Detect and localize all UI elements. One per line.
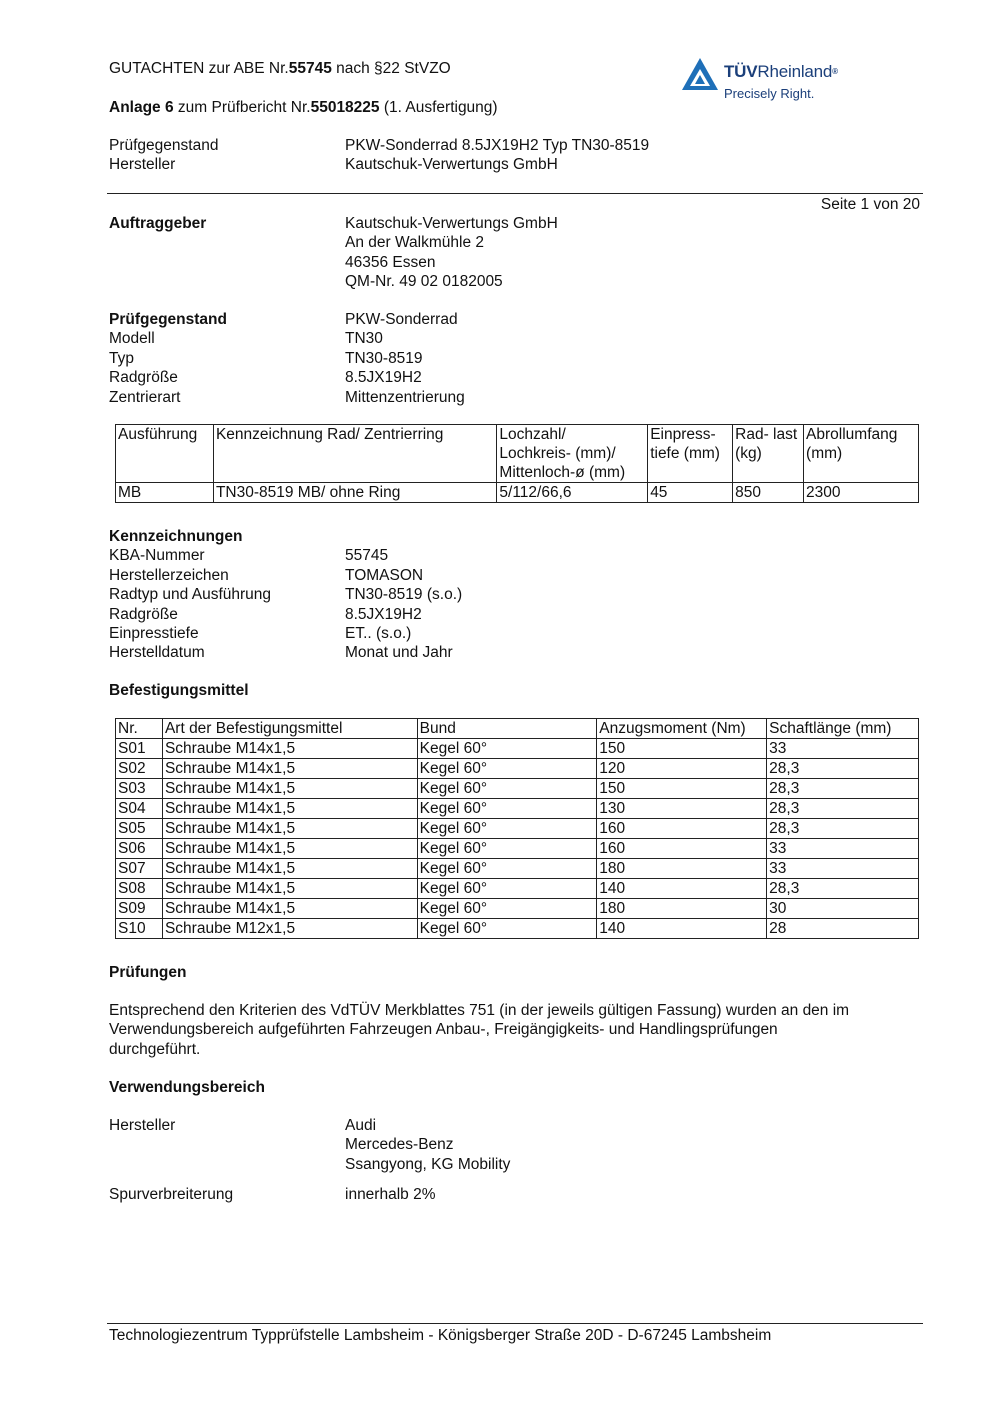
spurverbreiterung-label: Spurverbreiterung — [109, 1186, 234, 1203]
title-suffix: nach §22 StVZO — [331, 60, 451, 77]
variant-header-cell: Lochzahl/ Lochkreis- (mm)/ Mittenloch-ø (mm) — [497, 425, 648, 483]
befestigung-header-cell: Nr. — [116, 719, 163, 739]
befestigung-row — [116, 739, 919, 759]
variant-header-cell: Kennzeichnung Rad/ Zentrierring — [213, 425, 496, 483]
befestigung-cell: Kegel 60° — [417, 899, 597, 919]
befestigung-title-text: Befestigungsmittel — [109, 682, 249, 699]
variant-cell: 850 — [733, 483, 804, 503]
pruefungen-line: Verwendungsbereich aufgeführten Fahrzeugen Anbau-, Freigängigkeits- und Handlingsprüfungen — [109, 1021, 778, 1039]
befestigung-cell: 130 — [597, 799, 767, 819]
address-line: QM-Nr. 49 02 0182005 — [345, 273, 503, 291]
befestigung-cell: S09 — [116, 899, 163, 919]
befestigung-row — [116, 879, 919, 899]
kennzeichnung-key: Radtyp und Ausführung — [109, 586, 272, 604]
footer-address: Technologiezentrum Typprüfstelle Lambsheim - Königsberger Straße 20D - D-67245 Lambsheim — [109, 1327, 772, 1344]
befestigung-cell: Schraube M12x1,5 — [162, 919, 417, 939]
kennzeichnung-value: ET.. (s.o.) — [345, 625, 412, 643]
auftraggeber-label: Auftraggeber — [109, 215, 207, 232]
befestigung-cell: Schraube M14x1,5 — [162, 819, 417, 839]
anlage-label: Anlage 6 — [109, 99, 174, 116]
hersteller-list — [345, 1116, 929, 1174]
befestigung-row — [116, 899, 919, 919]
logo-brand-bold: TÜV — [724, 62, 758, 81]
befestigung-row — [116, 759, 919, 779]
befestigung-cell: 30 — [767, 899, 919, 919]
hersteller-item: Ssangyong, KG Mobility — [345, 1155, 511, 1173]
pruefgegenstand-detail-value: Mittenzentrierung — [345, 388, 465, 406]
befestigung-cell: Kegel 60° — [417, 759, 597, 779]
pruefungen-line: Entsprechend den Kriterien des VdTÜV Merkblattes 751 (in der jeweils gültigen Fassung) wurden an den im — [109, 1002, 850, 1019]
befestigung-cell: Schraube M14x1,5 — [162, 799, 417, 819]
tuv-triangle-logo-icon — [680, 56, 720, 96]
address-line: An der Walkmühle 2 — [345, 234, 484, 252]
pruefgegenstand-detail-value: TN30-8519 — [345, 349, 423, 367]
befestigung-row — [116, 799, 919, 819]
pruefgegenstand-details — [109, 329, 929, 407]
kennzeichnung-row — [109, 566, 929, 585]
hersteller-item: Audi — [345, 1117, 377, 1134]
kennzeichnung-value: 55745 — [345, 547, 389, 565]
pruefgegenstand-detail-row — [109, 329, 929, 348]
befestigung-cell: Kegel 60° — [417, 919, 597, 939]
page-number: Seite 1 von 20 — [820, 196, 920, 213]
subtitle-mid: zum Prüfbericht Nr. — [173, 99, 311, 116]
pruefungen-title-text: Prüfungen — [109, 964, 187, 981]
befestigung-cell: Schraube M14x1,5 — [162, 759, 417, 779]
subtitle-suffix: (1. Ausfertigung) — [379, 99, 498, 116]
pruefungen-title — [109, 963, 187, 982]
logo-brand-light: Rheinland — [757, 62, 833, 81]
title-prefix: GUTACHTEN zur ABE Nr. — [109, 60, 289, 77]
befestigung-cell: 28,3 — [767, 759, 919, 779]
pruefungen-line: durchgeführt. — [109, 1040, 201, 1058]
verwendungsbereich-title-text: Verwendungsbereich — [109, 1079, 265, 1096]
kennzeichnung-value: Monat und Jahr — [345, 644, 453, 662]
address-line: Kautschuk-Verwertungs GmbH — [345, 215, 558, 232]
spurverbreiterung-value: innerhalb 2% — [345, 1186, 436, 1203]
befestigung-cell: S04 — [116, 799, 163, 819]
befestigung-table — [115, 718, 919, 939]
header-info-row — [109, 155, 929, 174]
befestigung-cell: 28 — [767, 919, 919, 939]
befestigung-cell: Kegel 60° — [417, 799, 597, 819]
befestigung-header-cell: Schaftlänge (mm) — [767, 719, 919, 739]
logo-wordmark — [724, 62, 838, 81]
variant-cell: 2300 — [804, 483, 919, 503]
variant-row — [116, 483, 919, 503]
befestigung-cell: 33 — [767, 859, 919, 879]
kennzeichnung-value: 8.5JX19H2 — [345, 605, 422, 623]
kennzeichnung-key: Herstelldatum — [109, 644, 205, 662]
auftraggeber-address — [345, 214, 929, 292]
variant-header-cell: Rad- last (kg) — [733, 425, 804, 483]
header-info-value: PKW-Sonderrad 8.5JX19H2 Typ TN30-8519 — [345, 137, 650, 154]
befestigung-cell: S01 — [116, 739, 163, 759]
pruefgegenstand-value: PKW-Sonderrad — [345, 311, 458, 328]
hersteller-label: Hersteller — [109, 1117, 176, 1134]
pruefgegenstand-detail-value: 8.5JX19H2 — [345, 369, 422, 387]
befestigung-title — [109, 681, 249, 700]
report-subtitle — [109, 98, 498, 117]
kennzeichnung-value: TN30-8519 (s.o.) — [345, 586, 463, 604]
header-divider — [107, 193, 923, 194]
kennzeichnung-row — [109, 605, 929, 624]
befestigung-cell: 120 — [597, 759, 767, 779]
variant-cell: TN30-8519 MB/ ohne Ring — [213, 483, 496, 503]
pruefgegenstand-detail-value: TN30 — [345, 330, 383, 348]
variant-header-cell: Abrollumfang (mm) — [804, 425, 919, 483]
variant-table — [115, 424, 919, 503]
befestigung-cell: Kegel 60° — [417, 739, 597, 759]
pruefgegenstand-block — [109, 310, 929, 407]
variant-cell: 45 — [648, 483, 733, 503]
hersteller-item: Mercedes-Benz — [345, 1136, 454, 1154]
pruefgegenstand-detail-row — [109, 388, 929, 407]
pruefgegenstand-label: Prüfgegenstand — [109, 311, 227, 328]
verwendungsbereich-title — [109, 1078, 265, 1097]
kennzeichnung-row — [109, 546, 929, 565]
befestigung-cell: 28,3 — [767, 879, 919, 899]
pruefgegenstand-detail-key: Typ — [109, 349, 134, 367]
kennzeichnung-row — [109, 585, 929, 604]
kennzeichnung-key: Einpresstiefe — [109, 625, 199, 643]
header-info-key: Prüfgegenstand — [109, 137, 219, 154]
befestigung-cell: 150 — [597, 779, 767, 799]
befestigung-row — [116, 919, 919, 939]
variant-cell: MB — [116, 483, 214, 503]
pruefungen-paragraph — [109, 1001, 929, 1059]
befestigung-cell: Schraube M14x1,5 — [162, 859, 417, 879]
befestigung-cell: 180 — [597, 859, 767, 879]
befestigung-cell: 140 — [597, 919, 767, 939]
befestigung-cell: 28,3 — [767, 779, 919, 799]
befestigung-cell: Kegel 60° — [417, 879, 597, 899]
befestigung-cell: S07 — [116, 859, 163, 879]
befestigung-cell: Schraube M14x1,5 — [162, 839, 417, 859]
header-info-value: Kautschuk-Verwertungs GmbH — [345, 156, 558, 174]
befestigung-cell: 28,3 — [767, 799, 919, 819]
pruefgegenstand-detail-key: Zentrierart — [109, 388, 181, 406]
tuv-logo — [680, 54, 870, 106]
header-info — [109, 136, 929, 175]
befestigung-cell: 140 — [597, 879, 767, 899]
report-title — [109, 59, 451, 78]
befestigung-cell: Kegel 60° — [417, 779, 597, 799]
kennzeichnung-row — [109, 624, 929, 643]
befestigung-cell: S02 — [116, 759, 163, 779]
befestigung-cell: S08 — [116, 879, 163, 899]
befestigung-header-cell: Anzugsmoment (Nm) — [597, 719, 767, 739]
befestigung-cell: Schraube M14x1,5 — [162, 879, 417, 899]
kennzeichnung-row — [109, 643, 929, 662]
header-info-row — [109, 136, 929, 155]
logo-registered: ® — [832, 67, 838, 76]
befestigung-header-cell: Art der Befestigungsmittel — [162, 719, 417, 739]
befestigung-cell: 160 — [597, 819, 767, 839]
befestigung-cell: Kegel 60° — [417, 819, 597, 839]
befestigung-row — [116, 819, 919, 839]
pruefgegenstand-detail-key: Radgröße — [109, 369, 178, 387]
befestigung-row — [116, 779, 919, 799]
befestigung-header-cell: Bund — [417, 719, 597, 739]
pruefgegenstand-detail-row — [109, 349, 929, 368]
variant-cell: 5/112/66,6 — [497, 483, 648, 503]
variant-header-cell: Einpress- tiefe (mm) — [648, 425, 733, 483]
befestigung-cell: Schraube M14x1,5 — [162, 779, 417, 799]
befestigung-cell: Schraube M14x1,5 — [162, 739, 417, 759]
befestigung-cell: S06 — [116, 839, 163, 859]
befestigung-cell: 160 — [597, 839, 767, 859]
befestigung-cell: S05 — [116, 819, 163, 839]
variant-header-row — [116, 425, 919, 483]
report-number: 55018225 — [310, 99, 380, 116]
befestigung-cell: 28,3 — [767, 819, 919, 839]
variant-header-cell: Ausführung — [116, 425, 214, 483]
abe-number: 55745 — [288, 60, 332, 77]
befestigung-cell: S10 — [116, 919, 163, 939]
auftraggeber-block — [109, 214, 929, 292]
befestigung-cell: S03 — [116, 779, 163, 799]
kennzeichnung-key: KBA-Nummer — [109, 547, 205, 565]
kennzeichnungen-block — [109, 527, 929, 663]
footer-divider — [107, 1323, 923, 1324]
befestigung-cell: 33 — [767, 739, 919, 759]
befestigung-cell: 150 — [597, 739, 767, 759]
befestigung-cell: Kegel 60° — [417, 859, 597, 879]
befestigung-cell: Kegel 60° — [417, 839, 597, 859]
kennzeichnung-key: Radgröße — [109, 605, 178, 623]
befestigung-cell: 180 — [597, 899, 767, 919]
header-info-key: Hersteller — [109, 156, 176, 174]
pruefgegenstand-detail-row — [109, 368, 929, 387]
address-line: 46356 Essen — [345, 253, 436, 271]
kennzeichnung-value: TOMASON — [345, 566, 424, 584]
befestigung-cell: Schraube M14x1,5 — [162, 899, 417, 919]
kennzeichnungen-title: Kennzeichnungen — [109, 528, 243, 545]
kennzeichnungen-list — [109, 546, 929, 662]
befestigung-header-row — [116, 719, 919, 739]
befestigung-row — [116, 839, 919, 859]
befestigung-row — [116, 859, 919, 879]
verwendungsbereich-hersteller — [109, 1116, 929, 1174]
spurverbreiterung-row — [109, 1185, 929, 1204]
kennzeichnung-key: Herstellerzeichen — [109, 566, 229, 584]
logo-tagline: Precisely Right. — [724, 86, 815, 101]
pruefgegenstand-detail-key: Modell — [109, 330, 155, 348]
befestigung-cell: 33 — [767, 839, 919, 859]
